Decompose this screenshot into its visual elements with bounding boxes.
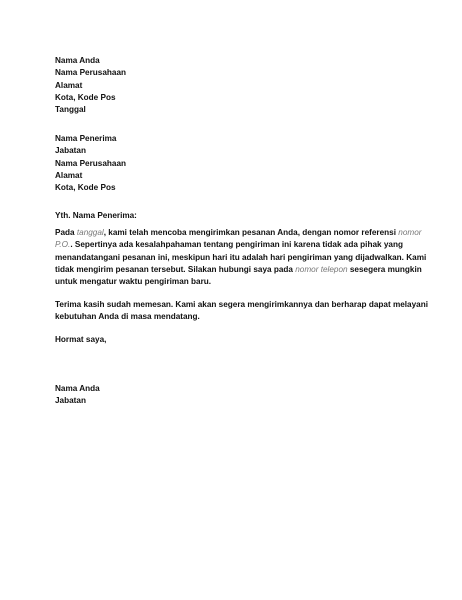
recipient-block <box>55 133 415 194</box>
text-run: . Sepertinya ada kesalahpahaman tentang pengiriman ini karena tidak ada pihak yang <box>70 240 403 250</box>
sender-block <box>55 55 415 116</box>
text-run: sesegera mungkin <box>347 264 422 274</box>
signature-name: Nama Anda <box>55 384 100 393</box>
recipient-address: Alamat <box>55 170 83 180</box>
paragraph-line: Terima kasih sudah memesan. Kami akan segera mengirimkannya dan berharap dapat melayani <box>55 300 428 309</box>
paragraph-line: kebutuhan Anda di masa mendatang. <box>55 312 200 322</box>
body-paragraph-1 <box>55 227 427 288</box>
recipient-city-zip: Kota, Kode Pos <box>55 183 116 193</box>
recipient-title: Jabatan <box>55 146 86 156</box>
sender-name: Nama Anda <box>55 56 100 65</box>
signature-title: Jabatan <box>55 396 86 406</box>
paragraph-line: menandatangani pesanan ini, meskipun hari itu adalah hari pengiriman yang dijadwalkan. Kami <box>55 252 427 262</box>
paragraph-line <box>55 227 422 239</box>
letter-date: Tanggal <box>55 105 86 115</box>
reference-placeholder: nomor <box>398 228 422 237</box>
salutation <box>55 210 415 222</box>
text-run: , kami telah mencoba mengirimkan pesanan Anda, dengan nomor referensi <box>103 228 399 237</box>
paragraph-line <box>55 239 415 251</box>
signature-block <box>55 383 415 408</box>
paragraph-line <box>55 264 422 276</box>
sender-address: Alamat <box>55 80 83 90</box>
closing <box>55 334 415 346</box>
date-placeholder: tanggal <box>76 228 104 237</box>
recipient-company: Nama Perusahaan <box>55 158 126 168</box>
recipient-name: Nama Penerima <box>55 134 117 143</box>
text-run: Pada <box>55 228 77 237</box>
sender-company: Nama Perusahaan <box>55 68 126 78</box>
closing-text: Hormat saya, <box>55 335 107 344</box>
text-run: tidak mengirim pesanan tersebut. Silakan hubungi saya pada <box>55 264 296 274</box>
salutation-text: Yth. Nama Penerima: <box>55 211 137 220</box>
phone-placeholder: nomor telepon <box>295 264 348 274</box>
paragraph-line: untuk mengatur waktu pengiriman baru. <box>55 277 212 287</box>
po-placeholder: P.O. <box>55 240 71 250</box>
sender-city-zip: Kota, Kode Pos <box>55 92 116 102</box>
body-paragraph-2 <box>55 299 428 324</box>
